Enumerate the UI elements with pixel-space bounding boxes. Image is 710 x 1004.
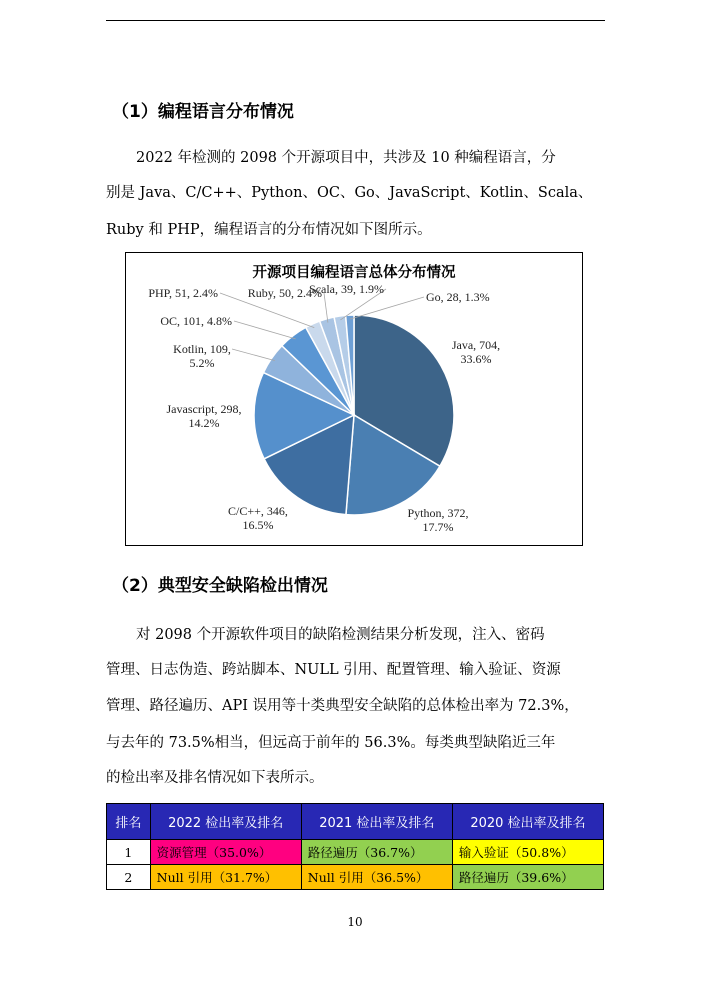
data-label: Go, 28, 1.3%	[426, 290, 490, 304]
rank-cell: 2	[107, 865, 151, 890]
header-rank: 排名	[107, 804, 151, 840]
leader-line	[234, 321, 296, 339]
paragraph-line: 2022 年检测的 2098 个开源项目中，共涉及 10 种编程语言，分	[136, 150, 556, 166]
rate-cell: 输入验证（50.8%）	[452, 840, 603, 865]
leader-line	[324, 293, 328, 323]
data-label: Scala, 39, 1.9%	[309, 282, 384, 296]
data-label: Java, 704, 33.6%	[451, 338, 501, 366]
table-header-row	[107, 804, 604, 840]
header-2022: 2022 检出率及排名	[150, 804, 301, 840]
paragraph-line: 别是 Java、C/C++、Python、OC、Go、JavaScript、Kotlin、Scala、	[106, 185, 593, 201]
data-label: Kotlin, 109, 5.2%	[173, 342, 231, 370]
pie-chart-canvas	[126, 253, 582, 545]
data-label: Python, 372, 17.7%	[407, 506, 469, 534]
table-row	[107, 865, 604, 890]
rate-cell: 路径遍历（39.6%）	[452, 865, 603, 890]
header-rule	[106, 20, 605, 21]
page-number: 10	[347, 915, 363, 929]
table-row	[107, 840, 604, 865]
data-label: OC, 101, 4.8%	[160, 314, 232, 328]
ranking-table	[106, 803, 604, 890]
paragraph-line: 的检出率及排名情况如下表所示。	[106, 770, 324, 786]
chart-title: 开源项目编程语言总体分布情况	[252, 265, 456, 281]
rate-cell: Null 引用（31.7%）	[150, 865, 301, 890]
data-label: PHP, 51, 2.4%	[148, 286, 218, 300]
data-label: C/C++, 346, 16.5%	[228, 504, 288, 532]
paragraph-line: 与去年的 73.5%相当，但远高于前年的 56.3%。每类典型缺陷近三年	[106, 735, 556, 751]
rate-cell: Null 引用（36.5%）	[301, 865, 452, 890]
rate-cell: 路径遍历（36.7%）	[301, 840, 452, 865]
data-label: Javascript, 298, 14.2%	[166, 402, 242, 430]
leader-line	[350, 297, 424, 319]
paragraph-line: 对 2098 个开源软件项目的缺陷检测结果分析发现，注入、密码	[136, 627, 545, 643]
header-2021: 2021 检出率及排名	[301, 804, 452, 840]
rank-cell: 1	[107, 840, 151, 865]
paragraph-line: Ruby 和 PHP，编程语言的分布情况如下图所示。	[106, 222, 432, 238]
header-2020: 2020 检出率及排名	[452, 804, 603, 840]
rate-cell: 资源管理（35.0%）	[150, 840, 301, 865]
section-heading-1: （1）编程语言分布情况	[112, 102, 294, 122]
leader-line	[232, 349, 275, 361]
data-label: Ruby, 50, 2.4%	[247, 286, 322, 300]
section-heading-2: （2）典型安全缺陷检出情况	[112, 576, 328, 596]
paragraph-line: 管理、路径遍历、API 误用等十类典型安全缺陷的总体检出率为 72.3%，	[106, 698, 579, 714]
pie-chart	[125, 252, 583, 546]
paragraph-line: 管理、日志伪造、跨站脚本、NULL 引用、配置管理、输入验证、资源	[106, 662, 561, 678]
